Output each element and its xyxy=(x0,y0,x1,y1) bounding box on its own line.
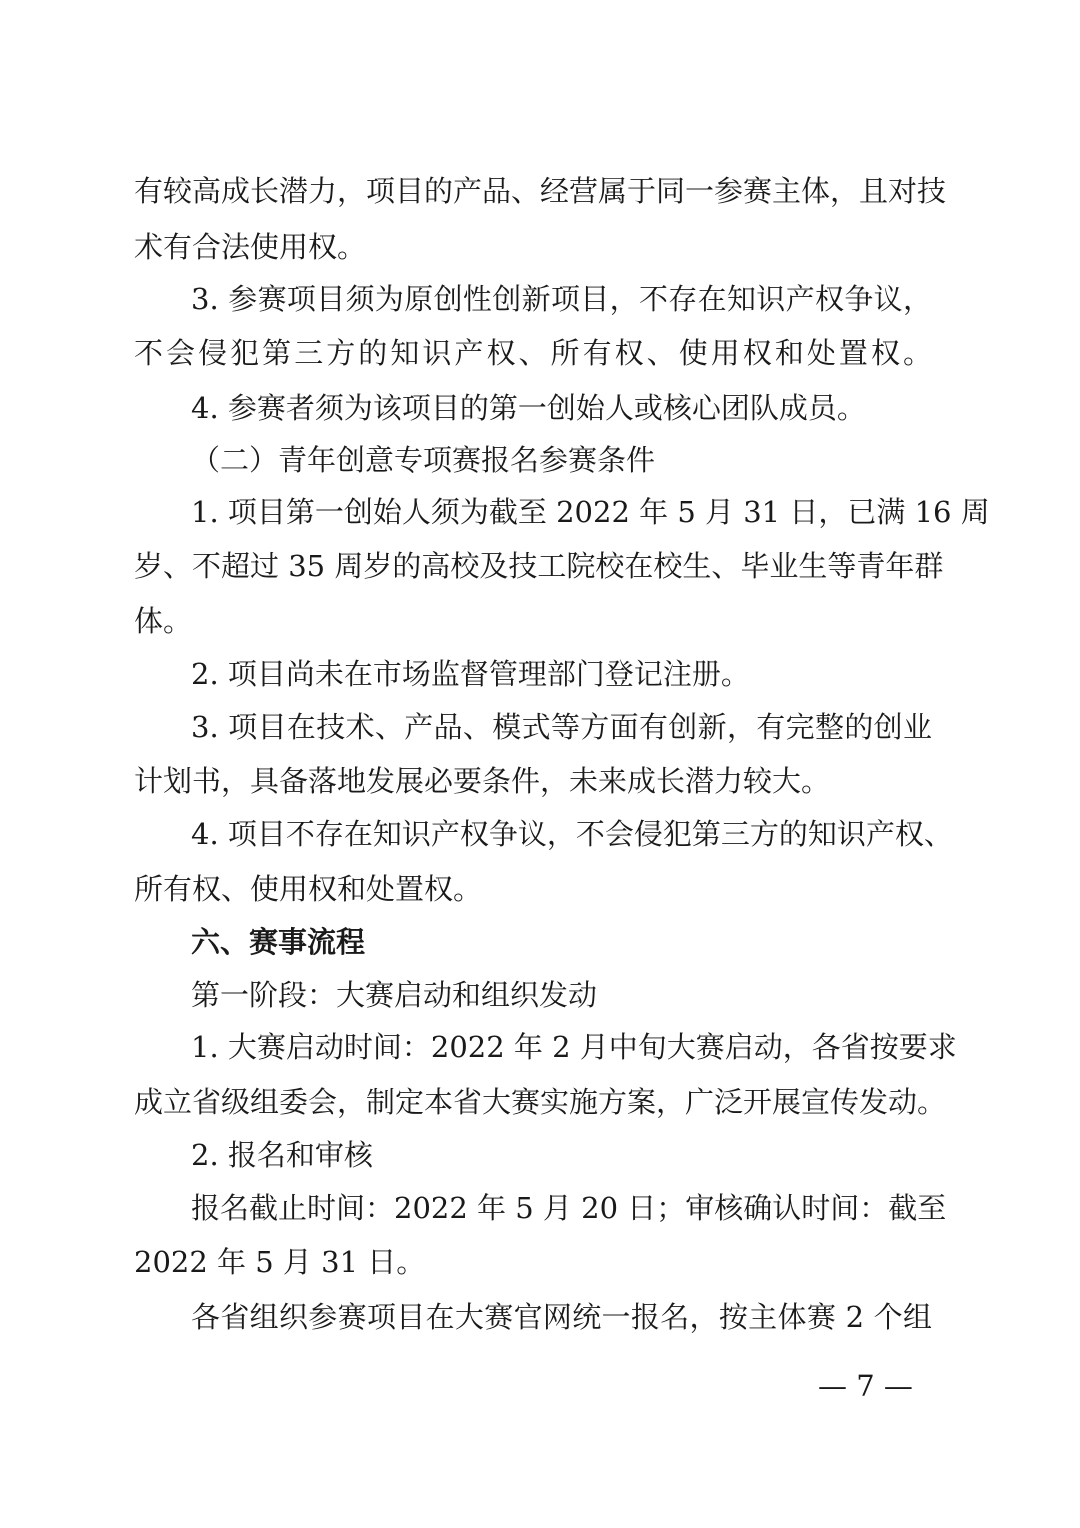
text-line: 3. 参赛项目须为原创性创新项目，不存在知识产权争议， xyxy=(191,282,932,316)
text-line: 术有合法使用权。 xyxy=(134,230,367,264)
section-subheading: （二）青年创意专项赛报名参赛条件 xyxy=(191,443,656,477)
text-line: 计划书，具备落地发展必要条件，未来成长潜力较大。 xyxy=(134,764,831,798)
text-line: 4. 参赛者须为该项目的第一创始人或核心团队成员。 xyxy=(191,391,866,425)
text-line: 有较高成长潜力，项目的产品、经营属于同一参赛主体，且对技 xyxy=(134,174,947,208)
text-line: 4. 项目不存在知识产权争议，不会侵犯第三方的知识产权、 xyxy=(191,817,953,851)
phase-heading: 第一阶段：大赛启动和组织发动 xyxy=(191,978,598,1012)
text-line: 3. 项目在技术、产品、模式等方面有创新，有完整的创业 xyxy=(191,710,932,744)
text-line: 2. 项目尚未在市场监督管理部门登记注册。 xyxy=(191,657,750,691)
text-line: 2. 报名和审核 xyxy=(191,1138,373,1172)
text-line: 不会侵犯第三方的知识产权、所有权、使用权和处置权。 xyxy=(134,336,932,370)
text-line: 体。 xyxy=(134,604,193,638)
text-line: 2022 年 5 月 31 日。 xyxy=(134,1245,426,1279)
text-line: 1. 大赛启动时间：2022 年 2 月中旬大赛启动，各省按要求 xyxy=(191,1030,957,1064)
text-line: 1. 项目第一创始人须为截至 2022 年 5 月 31 日，已满 16 周 xyxy=(191,495,990,529)
text-line: 报名截止时间：2022 年 5 月 20 日；审核确认时间：截至 xyxy=(191,1191,947,1225)
text-line: 所有权、使用权和处置权。 xyxy=(134,872,483,906)
page-number: — 7 — xyxy=(818,1369,913,1403)
text-line: 成立省级组委会，制定本省大赛实施方案，广泛开展宣传发动。 xyxy=(134,1085,947,1119)
text-line: 各省组织参赛项目在大赛官网统一报名，按主体赛 2 个组 xyxy=(191,1300,932,1334)
text-line: 岁、不超过 35 周岁的高校及技工院校在校生、毕业生等青年群 xyxy=(134,549,944,583)
section-heading: 六、赛事流程 xyxy=(191,925,366,959)
